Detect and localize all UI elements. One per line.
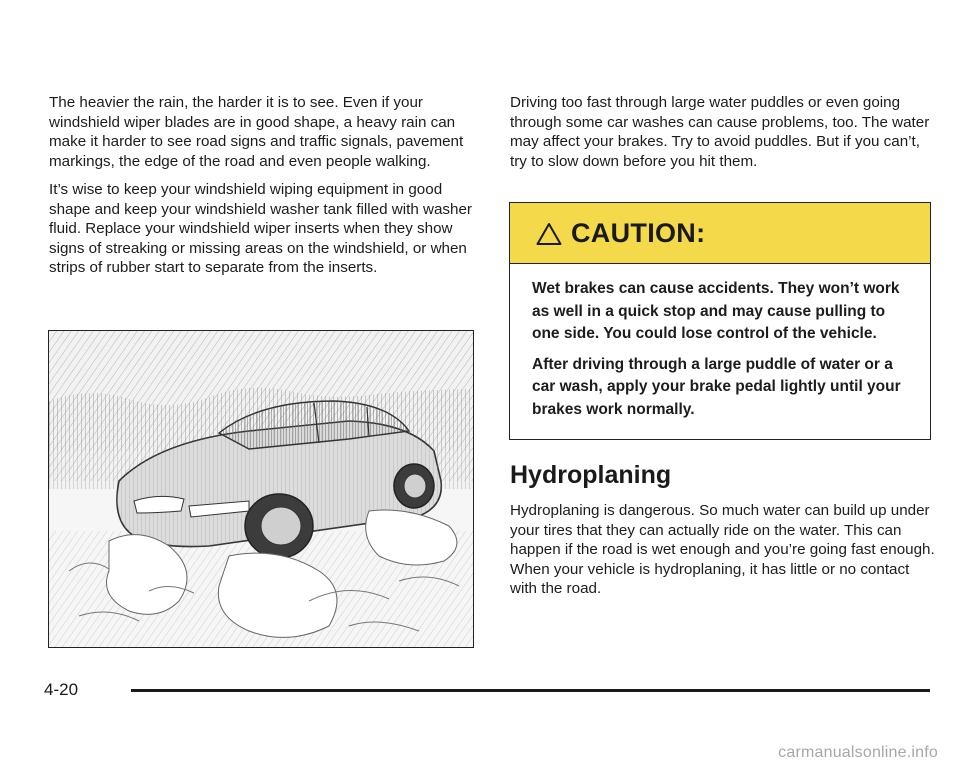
page-number: 4-20 bbox=[44, 680, 79, 699]
hydroplaning-paragraph: Hydroplaning is dangerous. So much water can build up under your tires that they can actually ride on the water. This can happen if the road is wet enough and you’re going fast enough. When your vehicle is hydroplaning, it has little or no contact with the road. bbox=[510, 502, 935, 597]
caution-paragraph-wet-brakes: Wet brakes can cause accidents. They won’t work as well in a quick stop and may cause pulling to one side. You could lose control of the vehicle. bbox=[532, 280, 900, 343]
footer-divider bbox=[131, 689, 930, 692]
caution-body bbox=[510, 264, 930, 422]
car-driving-through-water-illustration bbox=[48, 330, 474, 648]
wiper-maintenance-paragraph: It’s wise to keep your windshield wiping equipment in good shape and keep your windshield washer tank filled with washer fluid. Replace your windshield wiper inserts when they show signs of streaking or missing areas on the windshield, or when strips of rubber start to separate from the inserts. bbox=[49, 181, 472, 276]
warning-triangle-icon bbox=[536, 222, 562, 246]
left-column bbox=[49, 93, 481, 287]
caution-title: CAUTION: bbox=[571, 217, 706, 248]
caution-paragraph-after-driving: After driving through a large puddle of water or a car wash, apply your brake pedal lightly until your brakes work normally. bbox=[532, 355, 901, 418]
rain-visibility-paragraph: The heavier the rain, the harder it is to see. Even if your windshield wiper blades are in good shape, a heavy rain can make it harder to see road signs and traffic signals, pavement markings, the edge of the road and even people walking. bbox=[49, 94, 464, 170]
caution-header bbox=[510, 203, 930, 264]
watermark: carmanualsonline.info bbox=[778, 744, 938, 761]
section-heading-hydroplaning: Hydroplaning bbox=[510, 461, 672, 489]
water-puddles-paragraph: Driving too fast through large water puddles or even going through some car washes can cause problems, too. The water may affect your brakes. Try to avoid puddles. But if you can’t, try to slow down before you hit them. bbox=[510, 94, 930, 170]
caution-box bbox=[509, 202, 931, 440]
right-column bbox=[510, 93, 935, 180]
